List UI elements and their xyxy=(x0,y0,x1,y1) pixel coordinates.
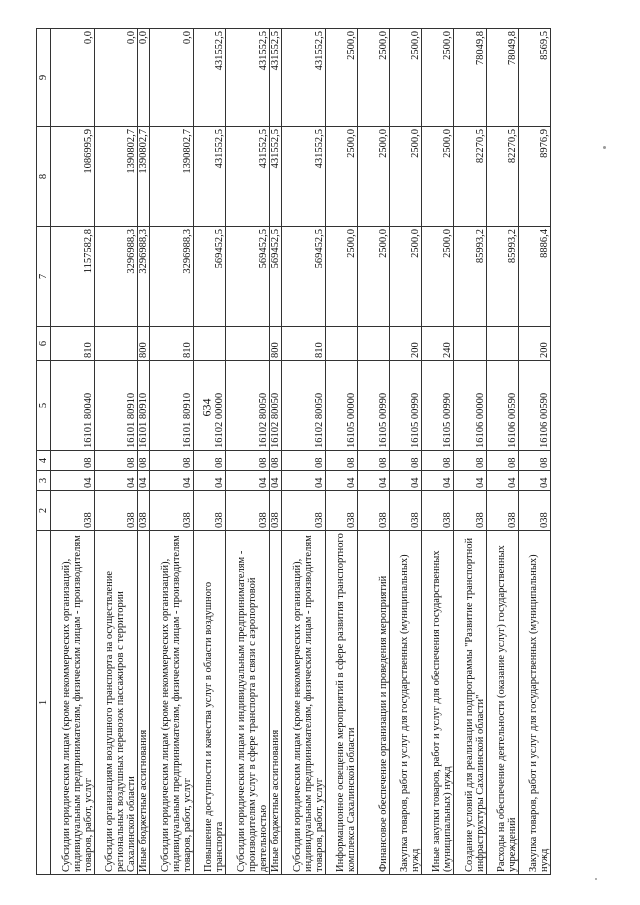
cell-col-5: 16102 80050 xyxy=(270,361,282,451)
cell-col-3: 04 xyxy=(226,471,270,491)
header-cell: 4 xyxy=(37,451,51,471)
table-row xyxy=(487,29,519,875)
cell-col-2: 038 xyxy=(454,491,487,531)
table-row xyxy=(150,29,194,875)
cell-col-4: 08 xyxy=(422,451,454,471)
cell-col-4: 08 xyxy=(226,451,270,471)
cell-col-1: Повышение доступности и качества услуг в области воздушного транспорта xyxy=(194,531,226,875)
cell-col-4: 08 xyxy=(487,451,519,471)
cell-col-7: 2500,0 xyxy=(326,227,358,327)
cell-col-5: 16105 00990 xyxy=(422,361,454,451)
cell-col-9: 0,0 xyxy=(95,29,138,127)
cell-col-4: 08 xyxy=(194,451,226,471)
cell-col-1: Иные бюджетные ассигнования xyxy=(138,531,150,875)
header-cell: 8 xyxy=(37,127,51,227)
cell-col-5: 16106 00590 xyxy=(487,361,519,451)
cell-col-9: 0,0 xyxy=(138,29,150,127)
table-row xyxy=(454,29,487,875)
header-cell: 3 xyxy=(37,471,51,491)
cell-col-2: 038 xyxy=(390,491,422,531)
cell-col-4: 08 xyxy=(270,451,282,471)
cell-col-5: 16101 80040 xyxy=(51,361,95,451)
cell-col-2: 038 xyxy=(326,491,358,531)
cell-col-6: 810 xyxy=(51,327,95,361)
table-row xyxy=(358,29,390,875)
cell-col-2: 038 xyxy=(422,491,454,531)
cell-col-3: 04 xyxy=(270,471,282,491)
cell-col-1: Создание условий для реализации подпрограммы "Развитие транспортной инфраструктуры Сахалинской области" xyxy=(454,531,487,875)
cell-col-4: 08 xyxy=(51,451,95,471)
cell-col-5: 16102 80050 xyxy=(282,361,326,451)
cell-col-9: 0,0 xyxy=(51,29,95,127)
cell-col-1: Субсидии организациям воздушного транспорта на осуществление региональных воздушных перевозок пассажиров с территории Сахалинской области xyxy=(95,531,138,875)
cell-col-7: 3296988,3 xyxy=(138,227,150,327)
cell-col-6: 800 xyxy=(270,327,282,361)
cell-col-9: 2500,0 xyxy=(422,29,454,127)
cell-col-3: 04 xyxy=(150,471,194,491)
cell-col-8: 2500,0 xyxy=(390,127,422,227)
cell-col-3: 04 xyxy=(519,471,551,491)
cell-col-8: 431552,5 xyxy=(226,127,270,227)
cell-col-7: 2500,0 xyxy=(422,227,454,327)
cell-col-5: 16102 00000 xyxy=(194,361,226,451)
cell-col-8: 1390802,7 xyxy=(138,127,150,227)
cell-col-9: 2500,0 xyxy=(326,29,358,127)
cell-col-5: 16105 00990 xyxy=(358,361,390,451)
cell-col-1: Иные закупки товаров, работ и услуг для обеспечения государственных (муниципальных) нужд xyxy=(422,531,454,875)
cell-col-9: 78049,8 xyxy=(487,29,519,127)
cell-col-5: 16105 00000 xyxy=(326,361,358,451)
cell-col-6 xyxy=(194,327,226,361)
cell-col-2: 038 xyxy=(487,491,519,531)
cell-col-6 xyxy=(226,327,270,361)
cell-col-4: 08 xyxy=(358,451,390,471)
cell-col-8: 1390802,7 xyxy=(95,127,138,227)
cell-col-5: 16101 80910 xyxy=(150,361,194,451)
table-row xyxy=(519,29,551,875)
cell-col-2: 038 xyxy=(226,491,270,531)
cell-col-6 xyxy=(487,327,519,361)
cell-col-1: Информационное освещение мероприятий в сфере развития транспортного комплекса Сахалинской области xyxy=(326,531,358,875)
cell-col-2: 038 xyxy=(51,491,95,531)
cell-col-3: 04 xyxy=(358,471,390,491)
cell-col-8: 2500,0 xyxy=(422,127,454,227)
cell-col-2: 038 xyxy=(358,491,390,531)
cell-col-7: 85993,2 xyxy=(454,227,487,327)
cell-col-1: Субсидии юридическим лицам (кроме некоммерческих организаций), индивидуальным предпринимателям, физическим лицам - производителям товаров, работ, услуг xyxy=(150,531,194,875)
cell-col-4: 08 xyxy=(138,451,150,471)
cell-col-8: 2500,0 xyxy=(358,127,390,227)
cell-col-3: 04 xyxy=(138,471,150,491)
cell-col-9: 8569,5 xyxy=(519,29,551,127)
cell-col-7: 3296988,3 xyxy=(150,227,194,327)
cell-col-8: 1390802,7 xyxy=(150,127,194,227)
budget-table xyxy=(36,28,551,875)
cell-col-4: 08 xyxy=(150,451,194,471)
cell-col-5: 16101 80910 xyxy=(95,361,138,451)
cell-col-2: 038 xyxy=(282,491,326,531)
cell-col-4: 08 xyxy=(326,451,358,471)
cell-col-8: 431552,5 xyxy=(270,127,282,227)
cell-col-6: 200 xyxy=(519,327,551,361)
cell-col-7: 569452,5 xyxy=(226,227,270,327)
cell-col-5: 16102 80050 xyxy=(226,361,270,451)
cell-col-1: Закупка товаров, работ и услуг для государственных (муниципальных) нужд xyxy=(519,531,551,875)
cell-col-3: 04 xyxy=(422,471,454,491)
cell-col-8: 1086995,9 xyxy=(51,127,95,227)
cell-col-3: 04 xyxy=(194,471,226,491)
cell-col-8: 8976,9 xyxy=(519,127,551,227)
cell-col-8: 431552,5 xyxy=(194,127,226,227)
cell-col-4: 08 xyxy=(454,451,487,471)
cell-col-6: 810 xyxy=(150,327,194,361)
cell-col-5: 16106 00000 xyxy=(454,361,487,451)
cell-col-2: 038 xyxy=(95,491,138,531)
cell-col-7: 85993,2 xyxy=(487,227,519,327)
cell-col-3: 04 xyxy=(454,471,487,491)
cell-col-2: 038 xyxy=(270,491,282,531)
scan-speck xyxy=(603,146,606,149)
cell-col-7: 8886,4 xyxy=(519,227,551,327)
cell-col-1: Субсидии юридическим лицам (кроме некоммерческих организаций), индивидуальным предпринимателям, физическим лицам - производителям товаров, работ, услуг xyxy=(51,531,95,875)
table-row xyxy=(422,29,454,875)
header-cell: 1 xyxy=(37,531,51,875)
cell-col-7: 3296988,3 xyxy=(95,227,138,327)
table-row xyxy=(226,29,270,875)
table-body xyxy=(51,29,551,875)
cell-col-9: 431552,5 xyxy=(270,29,282,127)
cell-col-3: 04 xyxy=(390,471,422,491)
cell-col-1: Субсидии юридическим лицам (кроме некоммерческих организаций), индивидуальным предпринимателям, физическим лицам - производителям товаров, работ, услуг xyxy=(282,531,326,875)
cell-col-1: Субсидии юридическим лицам и индивидуальным предпринимателям - производителям услуг в сфере транспорта в связи с аэропортовой деятельностью xyxy=(226,531,270,875)
header-row xyxy=(37,29,51,875)
header-cell: 6 xyxy=(37,327,51,361)
header-cell: 9 xyxy=(37,29,51,127)
cell-col-9: 431552,5 xyxy=(282,29,326,127)
cell-col-8: 2500,0 xyxy=(326,127,358,227)
cell-col-9: 431552,5 xyxy=(226,29,270,127)
table-row xyxy=(194,29,226,875)
cell-col-6 xyxy=(95,327,138,361)
cell-col-2: 038 xyxy=(138,491,150,531)
cell-col-1: Закупка товаров, работ и услуг для государственных (муниципальных) нужд xyxy=(390,531,422,875)
cell-col-4: 08 xyxy=(95,451,138,471)
cell-col-9: 2500,0 xyxy=(390,29,422,127)
cell-col-7: 2500,0 xyxy=(358,227,390,327)
cell-col-5: 16101 80910 xyxy=(138,361,150,451)
header-cell: 5 xyxy=(37,361,51,451)
cell-col-1: Иные бюджетные ассигнования xyxy=(270,531,282,875)
cell-col-6 xyxy=(358,327,390,361)
table-row xyxy=(95,29,138,875)
cell-col-4: 08 xyxy=(519,451,551,471)
cell-col-2: 038 xyxy=(150,491,194,531)
cell-col-6 xyxy=(326,327,358,361)
cell-col-9: 78049,8 xyxy=(454,29,487,127)
table-row xyxy=(326,29,358,875)
cell-col-3: 04 xyxy=(487,471,519,491)
cell-col-5: 16106 00590 xyxy=(519,361,551,451)
cell-col-3: 04 xyxy=(326,471,358,491)
cell-col-4: 08 xyxy=(282,451,326,471)
cell-col-6: 800 xyxy=(138,327,150,361)
rotated-page xyxy=(36,29,626,875)
cell-col-2: 038 xyxy=(519,491,551,531)
cell-col-7: 1157582,8 xyxy=(51,227,95,327)
cell-col-8: 82270,5 xyxy=(487,127,519,227)
table-row xyxy=(51,29,95,875)
cell-col-1: Расходы на обеспечение деятельности (оказание услуг) государственных учреждений xyxy=(487,531,519,875)
table-row xyxy=(270,29,282,875)
cell-col-7: 2500,0 xyxy=(390,227,422,327)
cell-col-6: 810 xyxy=(282,327,326,361)
header-cell: 7 xyxy=(37,227,51,327)
scan-speck xyxy=(595,878,597,880)
cell-col-8: 431552,5 xyxy=(282,127,326,227)
table-row xyxy=(282,29,326,875)
cell-col-5: 16105 00990 xyxy=(390,361,422,451)
page-number: 634 xyxy=(199,398,214,417)
cell-col-8: 82270,5 xyxy=(454,127,487,227)
cell-col-9: 431552,5 xyxy=(194,29,226,127)
table-row xyxy=(390,29,422,875)
cell-col-3: 04 xyxy=(95,471,138,491)
cell-col-9: 0,0 xyxy=(150,29,194,127)
cell-col-6: 240 xyxy=(422,327,454,361)
cell-col-6: 200 xyxy=(390,327,422,361)
cell-col-3: 04 xyxy=(282,471,326,491)
cell-col-3: 04 xyxy=(51,471,95,491)
cell-col-4: 08 xyxy=(390,451,422,471)
table-row xyxy=(138,29,150,875)
cell-col-7: 569452,5 xyxy=(282,227,326,327)
cell-col-2: 038 xyxy=(194,491,226,531)
cell-col-6 xyxy=(454,327,487,361)
cell-col-1: Финансовое обеспечение организации и проведения мероприятий xyxy=(358,531,390,875)
cell-col-7: 569452,5 xyxy=(270,227,282,327)
cell-col-9: 2500,0 xyxy=(358,29,390,127)
header-cell: 2 xyxy=(37,491,51,531)
cell-col-7: 569452,5 xyxy=(194,227,226,327)
